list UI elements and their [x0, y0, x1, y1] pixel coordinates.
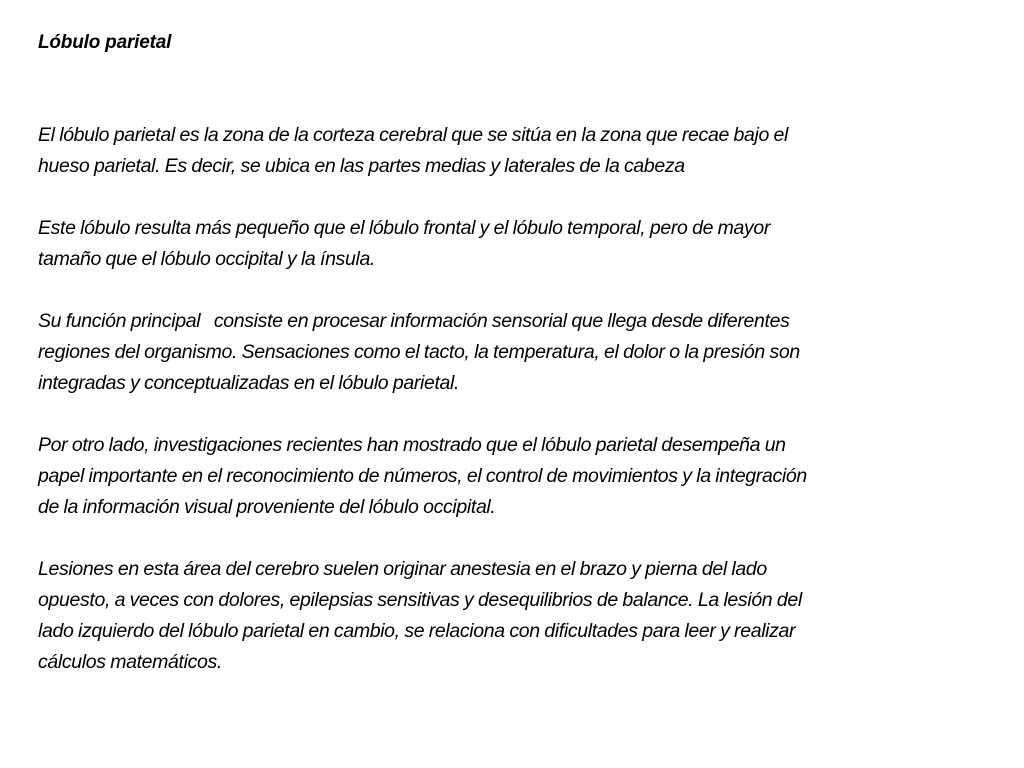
text-line: lado izquierdo del lóbulo parietal en cambio, se relaciona con dificultades para leer y realizar: [38, 620, 796, 642]
slide-body: [38, 120, 938, 709]
text-line: regiones del organismo. Sensaciones como el tacto, la temperatura, el dolor o la presión son: [38, 341, 800, 363]
text-line: de la información visual proveniente del lóbulo occipital.: [38, 496, 496, 518]
paragraph-function: [38, 306, 938, 399]
paragraph-size: [38, 213, 938, 275]
text-line: papel importante en el reconocimiento de números, el control de movimientos y la integración: [38, 465, 807, 487]
slide-title: Lóbulo parietal: [38, 32, 172, 53]
text-line: opuesto, a veces con dolores, epilepsias sensitivas y desequilibrios de balance. La lesión del: [38, 589, 802, 611]
text-line: El lóbulo parietal es la zona de la corteza cerebral que se sitúa en la zona que recae bajo el: [38, 124, 789, 146]
paragraph-research: [38, 430, 938, 523]
paragraph-lesions: [38, 554, 938, 678]
text-line: Lesiones en esta área del cerebro suelen originar anestesia en el brazo y pierna del lado: [38, 558, 767, 580]
text-line: cálculos matemáticos.: [38, 651, 222, 673]
text-line: Por otro lado, investigaciones recientes han mostrado que el lóbulo parietal desempeña un: [38, 434, 786, 456]
text-line: tamaño que el lóbulo occipital y la ínsula.: [38, 248, 376, 270]
text-line: integradas y conceptualizadas en el lóbulo parietal.: [38, 372, 460, 394]
text-line: Su función principal consiste en procesar información sensorial que llega desde diferentes: [38, 310, 790, 332]
paragraph-definition: [38, 120, 938, 182]
text-line: Este lóbulo resulta más pequeño que el lóbulo frontal y el lóbulo temporal, pero de mayor: [38, 217, 771, 239]
text-line: hueso parietal. Es decir, se ubica en las partes medias y laterales de la cabeza: [38, 155, 685, 177]
